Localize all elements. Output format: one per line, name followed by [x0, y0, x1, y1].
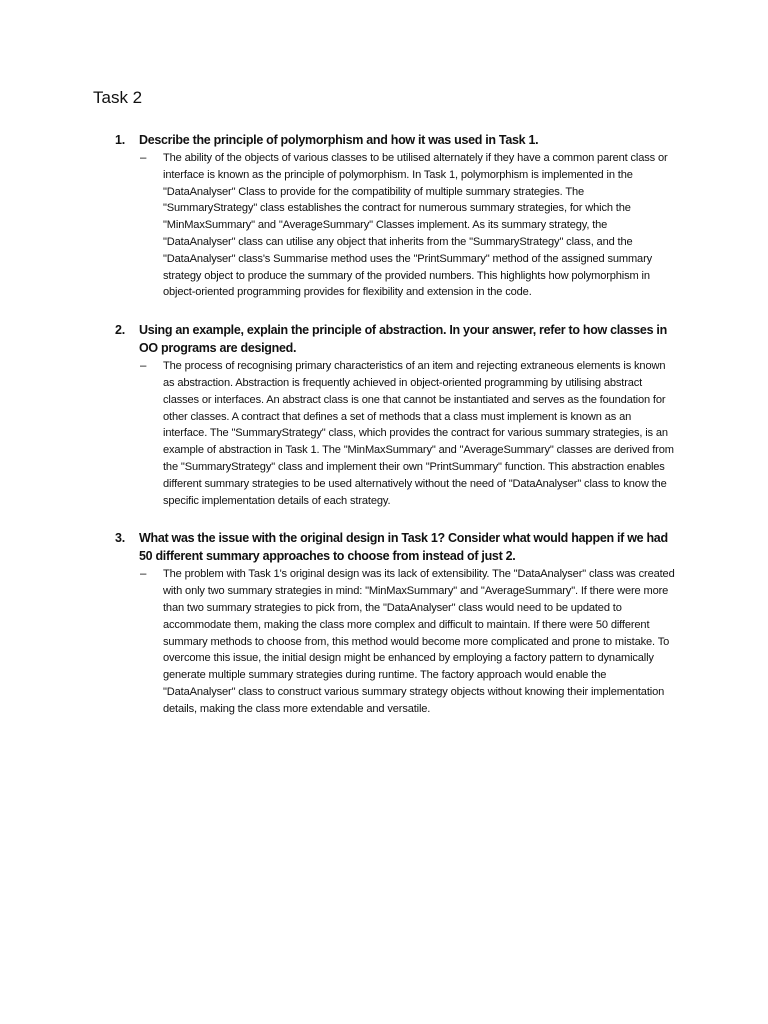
- question-item-1: [0, 131, 768, 301]
- answer-text: The process of recognising primary characteristics of an item and rejecting extraneous elements is known as abstraction. Abstraction is frequently achieved in object-oriented programming by utilising abstract classes or interfaces. An abstract class is one that cannot be instantiated and serves as the foundation for other classes. A contract that defines a set of methods that a class must implement is known as an interface. The "SummaryStrategy" class, which provides the contract for various summary strategies, is an example of abstraction in Task 1. The "MinMaxSummary" and "AverageSummary" classes are derived from the "SummaryStrategy" class and implement their own "PrintSummary" function. This abstraction enables different summary strategies to be used alternatively without the need of "DataAnalyser" class to know the specific implementation details of each strategy.: [163, 360, 674, 507]
- dash-bullet: –: [140, 568, 147, 581]
- answer-item: [0, 358, 768, 509]
- dash-bullet: –: [140, 360, 147, 373]
- question-item-2: [0, 321, 768, 509]
- question-list: [0, 131, 768, 738]
- dash-bullet: –: [140, 152, 147, 164]
- answer-text: The ability of the objects of various classes to be utilised alternately if they have a common parent class or interface is known as the principle of polymorphism. In Task 1, polymorphism is implemented in the "DataAnalyser" Class to provide for the compatibility of multiple summary strategies. The "SummaryStrategy" class establishes the contract for numerous summary strategies, for which the "MinMaxSummary" and "AverageSummary" Classes implement. As its summary strategy, the "DataAnalyser" class can utilise any object that inherits from the "SummaryStrategy" class, and the "DataAnalyser" class's Summarise method uses the "PrintSummary" method of the assigned summary strategy object to produce the summary of the provided numbers. This highlights how polymorphism in object-oriented programming provides for flexibility and extension in the code.: [163, 152, 668, 299]
- question-number: 3.: [115, 531, 126, 546]
- answer-text: The problem with Task 1's original design was its lack of extensibility. The "DataAnalyser" class was created with only two summary strategies in mind: "MinMaxSummary" and "AverageSummary". If there were more than two summary strategies to pick from, the "DataAnalyser" class would need to be updated to accommodate them, making the class more complex and difficult to maintain. If there were 50 different summary methods to choose from, this method would become more complicated and prone to mistake. To overcome this issue, the initial design might be enhanced by employing a factory pattern to dynamically generate multiple summary strategies during runtime. The factory approach would enable the "DataAnalyser" class to construct various summary strategy objects without knowing their implementation details, making the class more extendable and versatile.: [163, 568, 675, 715]
- question-item-3: [0, 529, 768, 717]
- question-text: Describe the principle of polymorphism and how it was used in Task 1.: [139, 133, 539, 147]
- answer-item: [0, 150, 768, 301]
- question-text: What was the issue with the original design in Task 1? Consider what would happen if we had 50 different summary approaches to choose from instead of just 2.: [139, 531, 668, 564]
- question-text: Using an example, explain the principle of abstraction. In your answer, refer to how classes in OO programs are designed.: [139, 323, 667, 356]
- page-title: Task 2: [93, 88, 143, 107]
- question-number: 1.: [115, 133, 126, 147]
- question-number: 2.: [115, 323, 126, 338]
- answer-item: [0, 566, 768, 717]
